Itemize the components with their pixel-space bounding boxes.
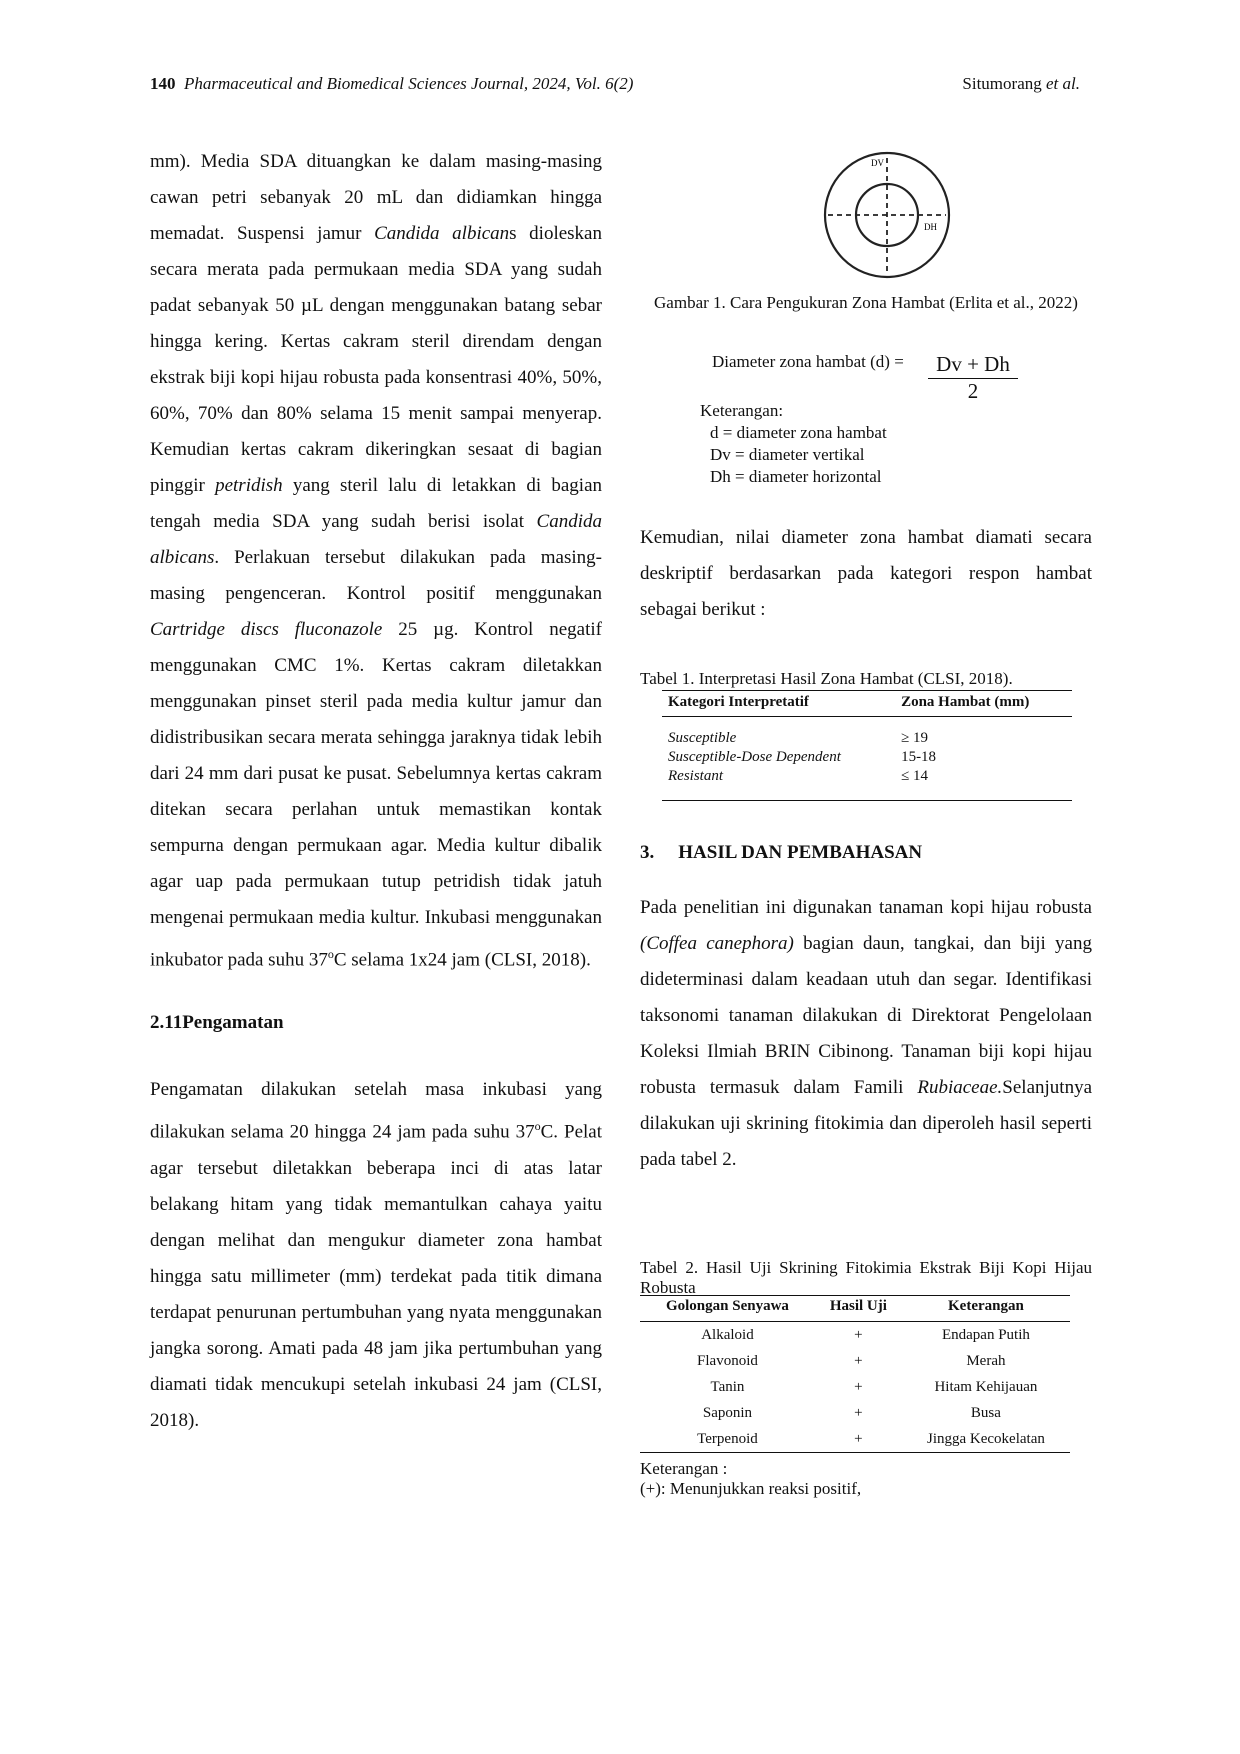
- table-cell: +: [854, 1379, 863, 1395]
- formula-lhs: Diameter zona hambat (d) =: [712, 352, 904, 371]
- category-intro-paragraph: Kemudian, nilai diameter zona hambat diamati secara deskriptif berdasarkan pada kategori respon hambat sebagai berikut :: [640, 527, 1092, 620]
- formula-numerator: Dv + Dh: [928, 352, 1018, 379]
- running-header: [150, 74, 1080, 94]
- table-cell: Alkaloid: [701, 1327, 754, 1343]
- interpretation-table: [662, 690, 1072, 801]
- table-cell: ≥ 19: [901, 730, 929, 746]
- page-number: 140: [150, 74, 176, 93]
- table-header: Keterangan: [902, 1296, 1070, 1322]
- formula-fraction: [928, 352, 1018, 404]
- table-cell: Busa: [970, 1405, 1001, 1421]
- table-header: Golongan Senyawa: [640, 1296, 815, 1322]
- pengamatan-paragraph: Pengamatan dilakukan setelah masa inkubasi yang dilakukan selama 20 hingga 24 jam pada suhu 37$^o$C. Pelat agar tersebut diletakkan beberapa inci di atas latar belakang hitam yang tidak memantulkan cahaya yaitu dengan melihat dan mengukur diameter zona hambat hingga satu millimeter (mm) terdekat pada titik dimana terdapat penurunan pertumbuhan yang nyata menggunakan jangka sorong. Amati pada 48 jam jika pertumbuhan yang diamati tidak mencukupi setelah inkubasi 24 jam (CLSI, 2018).: [150, 1079, 603, 1431]
- table-cell: Susceptible: [668, 730, 737, 746]
- table1-caption: Tabel 1. Interpretasi Hasil Zona Hambat (CLSI, 2018).: [640, 669, 1013, 688]
- legend-title: Keterangan:: [700, 401, 784, 420]
- table-row: [640, 1348, 1070, 1374]
- table-cell: Susceptible-Dose Dependent: [668, 749, 841, 765]
- phytochemical-table: [640, 1295, 1070, 1453]
- table-row: [662, 729, 1072, 748]
- table2-note-title: Keterangan :: [640, 1459, 728, 1478]
- table-header-row: [662, 691, 1072, 717]
- zone-measurement-figure: [822, 150, 952, 280]
- table-cell: +: [815, 1426, 902, 1453]
- table-row: [662, 748, 1072, 767]
- table-header: Zona Hambat (mm): [895, 691, 1072, 717]
- author-suffix: et al.: [1046, 74, 1080, 93]
- table2-note: (+): Menunjukkan reaksi positif,: [640, 1479, 862, 1498]
- table-cell: +: [854, 1353, 863, 1369]
- table-cell: Saponin: [702, 1405, 753, 1421]
- journal-title: Pharmaceutical and Biomedical Sciences Journal, 2024, Vol. 6(2): [184, 74, 634, 93]
- methods-paragraph: mm). Media SDA dituangkan ke dalam masing-masing cawan petri sebanyak 20 mL dan didiamkan hingga memadat. Suspensi jamur Candida albicans dioleskan secara merata pada permukaan media SDA yang sudah padat sebanyak 50 µL dengan menggunakan batang sebar hingga kering. Kertas cakram steril direndam dengan ekstrak biji kopi hijau robusta pada konsentrasi 40%, 50%, 60%, 70% dan 80% selama 15 menit sampai menyerap. Kemudian kertas cakram dikeringkan sesaat di bagian pinggir petridish yang steril lalu di letakkan di bagian tengah media SDA yang sudah berisi isolat Candida albicans. Perlakuan tersebut dilakukan pada masing-masing pengenceran. Kontrol positif menggunakan Cartridge discs fluconazole 25 µg. Kontrol negatif menggunakan CMC 1%. Kertas cakram diletakkan menggunakan pinset steril pada media kultur jamur dan didistribusikan secara merata sehingga jaraknya tidak lebih dari 24 mm dari pusat ke pusat. Sebelumnya kertas cakram ditekan secara perlahan untuk memastikan kontak sempurna dengan permukaan agar. Media kultur dibalik agar uap pada permukaan tutup petridish tidak jatuh mengenai permukaan media kultur. Inkubasi menggunakan inkubator pada suhu 37$^o$C selama 1x24 jam (CLSI, 2018).: [150, 151, 602, 971]
- table-cell: 15-18: [901, 749, 937, 765]
- author-line: [962, 74, 1080, 94]
- table-cell: ≤ 14: [895, 767, 1072, 801]
- table2-caption: Tabel 2. Hasil Uji Skrining Fitokimia Ekstrak Biji Kopi Hijau Robusta: [640, 1258, 1092, 1297]
- figure-caption: Gambar 1. Cara Pengukuran Zona Hambat (Erlita et al., 2022): [654, 293, 1078, 312]
- left-column: [150, 144, 602, 1439]
- right-column-lower: [640, 890, 1092, 1178]
- legend-item: d = diameter zona hambat: [710, 423, 887, 442]
- right-column-upper: [640, 520, 1092, 628]
- formula-denominator: 2: [967, 379, 979, 403]
- table-cell: +: [854, 1405, 863, 1421]
- author-name: Situmorang: [962, 74, 1042, 93]
- table-header-row: [640, 1296, 1070, 1322]
- results-paragraph: Pada penelitian ini digunakan tanaman kopi hijau robusta (Coffea canephora) bagian daun, tangkai, dan biji yang dideterminasi dalam keadaan utuh dan segar. Identifikasi taksonomi tanaman dilakukan di Direktorat Pengelolaan Koleksi Ilmiah BRIN Cibinong. Tanaman biji kopi hijau robusta termasuk dalam Famili Rubiaceae.Selanjutnya dilakukan uji skrining fitokimia dan diperoleh hasil seperti pada tabel 2.: [640, 897, 1092, 1170]
- table-row: [640, 1400, 1070, 1426]
- table-cell: Hitam Kehijauan: [934, 1379, 1038, 1395]
- table-cell: Endapan Putih: [941, 1327, 1030, 1343]
- section-heading-results: 3. HASIL DAN PEMBAHASAN: [640, 842, 923, 863]
- legend-item: Dh = diameter horizontal: [710, 467, 882, 486]
- legend-item: Dv = diameter vertikal: [710, 445, 865, 464]
- table-cell: +: [854, 1327, 863, 1343]
- table-row: [640, 1374, 1070, 1400]
- table-row: [640, 1426, 1070, 1453]
- table-row: [640, 1322, 1070, 1349]
- table-header: Kategori Interpretatif: [662, 691, 895, 717]
- dv-label: DV: [871, 158, 884, 168]
- table-cell: Tanin: [710, 1379, 745, 1395]
- table-cell: Flavonoid: [697, 1353, 758, 1369]
- dh-label: DH: [924, 222, 937, 232]
- table-cell: Resistant: [662, 767, 895, 801]
- table-row: [662, 767, 1072, 801]
- table-cell: Merah: [966, 1353, 1006, 1369]
- table-cell: Terpenoid: [640, 1426, 815, 1453]
- section-heading-pengamatan: 2.11Pengamatan: [150, 1012, 284, 1034]
- formula-legend: [700, 400, 887, 488]
- table-cell: Jingga Kecokelatan: [902, 1426, 1070, 1453]
- table-header: Hasil Uji: [815, 1296, 902, 1322]
